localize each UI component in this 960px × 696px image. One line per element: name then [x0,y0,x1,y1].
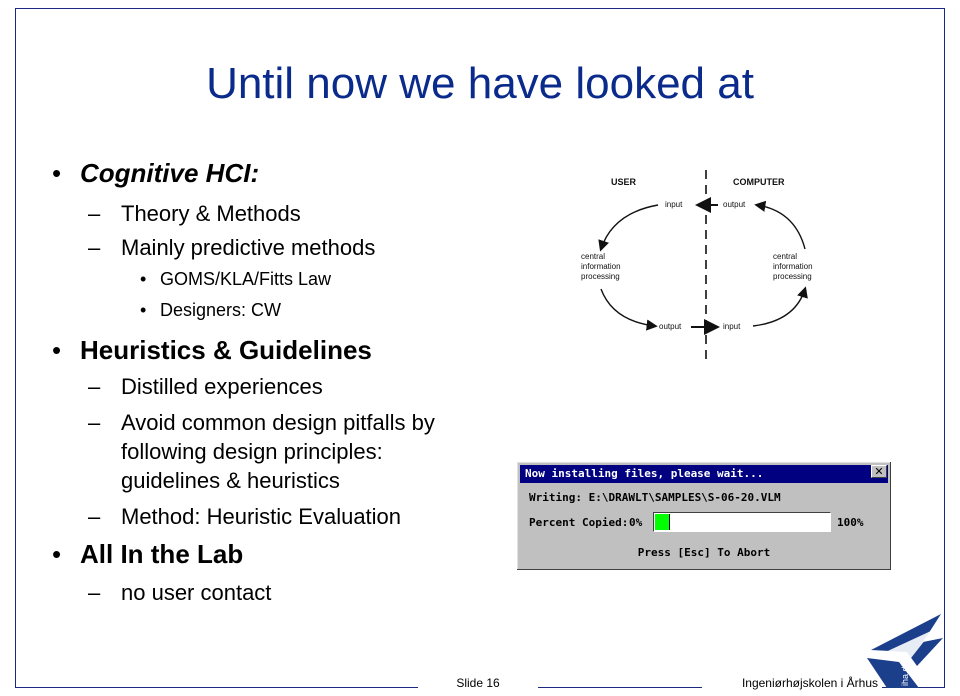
slide-title: Until now we have looked at [206,59,754,108]
install-progress-dialog [516,461,892,571]
dash: – [88,580,101,605]
dialog-titlebar[interactable] [520,465,888,483]
subbullet-text: Distilled experiences [121,374,323,399]
bullet-text: All In the Lab [80,539,244,569]
bullet-text: Cognitive HCI: [80,158,260,188]
writing-path-text: Writing: E:\DRAWLT\SAMPLES\S-06-20.VLM [529,491,781,504]
slide-number: Slide 16 [456,676,500,690]
computer-cip-line3: processing [773,272,812,281]
computer-cip-line1: central [773,252,798,261]
progress-bar [653,512,831,532]
subbullet-text: following design principles: [121,439,383,464]
dash: – [88,235,101,260]
bullet-dot: • [52,335,62,365]
user-computer-diagram [573,165,838,365]
subbullet-text: Mainly predictive methods [121,235,376,260]
subbullet-text: guidelines & heuristics [121,468,340,493]
arrow-input-to-cip [601,205,658,249]
progress-min-label: 0% [629,516,643,529]
arrow-cip-to-output-computer [757,205,805,249]
computer-cip-line2: information [773,262,813,271]
user-input-label: input [665,200,683,209]
computer-output-label: output [723,200,746,209]
subsubbullet-text: Designers: CW [160,300,282,320]
school-name: Ingeniørhøjskolen i Århus [741,676,878,690]
computer-input-label: input [723,322,741,331]
user-cip-line1: central [581,252,606,261]
percent-copied-label: Percent Copied: [529,516,629,529]
user-output-label: output [659,322,682,331]
user-cip-line3: processing [581,272,620,281]
bullet-dot: • [140,300,147,320]
diagram-svg [573,165,838,365]
dialog-title-text: Now installing files, please wait... [525,467,764,480]
bullet-dot: • [52,539,62,569]
dash: – [88,374,101,399]
subbullet-text: Theory & Methods [121,201,301,226]
close-icon[interactable]: ✕ [871,465,887,478]
progress-bar-fill [655,514,670,530]
bullet-dot: • [52,158,62,188]
subbullet-text: Avoid common design pitfalls by [121,410,435,435]
progress-max-label: 100% [837,516,864,529]
abort-hint-text: Press [Esc] To Abort [637,546,771,559]
arrow-cip-to-output [601,289,655,326]
subbullet-text: Method: Heuristic Evaluation [121,504,402,529]
subbullet-text: no user contact [121,580,272,605]
dash: – [88,504,101,529]
arrow-input-to-cip-computer [753,289,805,326]
logo-text: iha.dk [900,661,910,686]
user-label: USER [611,177,637,187]
computer-label: COMPUTER [733,177,785,187]
user-cip-line2: information [581,262,621,271]
subsubbullet-text: GOMS/KLA/Fitts Law [160,269,332,289]
dash: – [88,410,101,435]
bullet-dot: • [140,269,147,289]
dash: – [88,201,101,226]
bullet-text: Heuristics & Guidelines [80,335,372,365]
